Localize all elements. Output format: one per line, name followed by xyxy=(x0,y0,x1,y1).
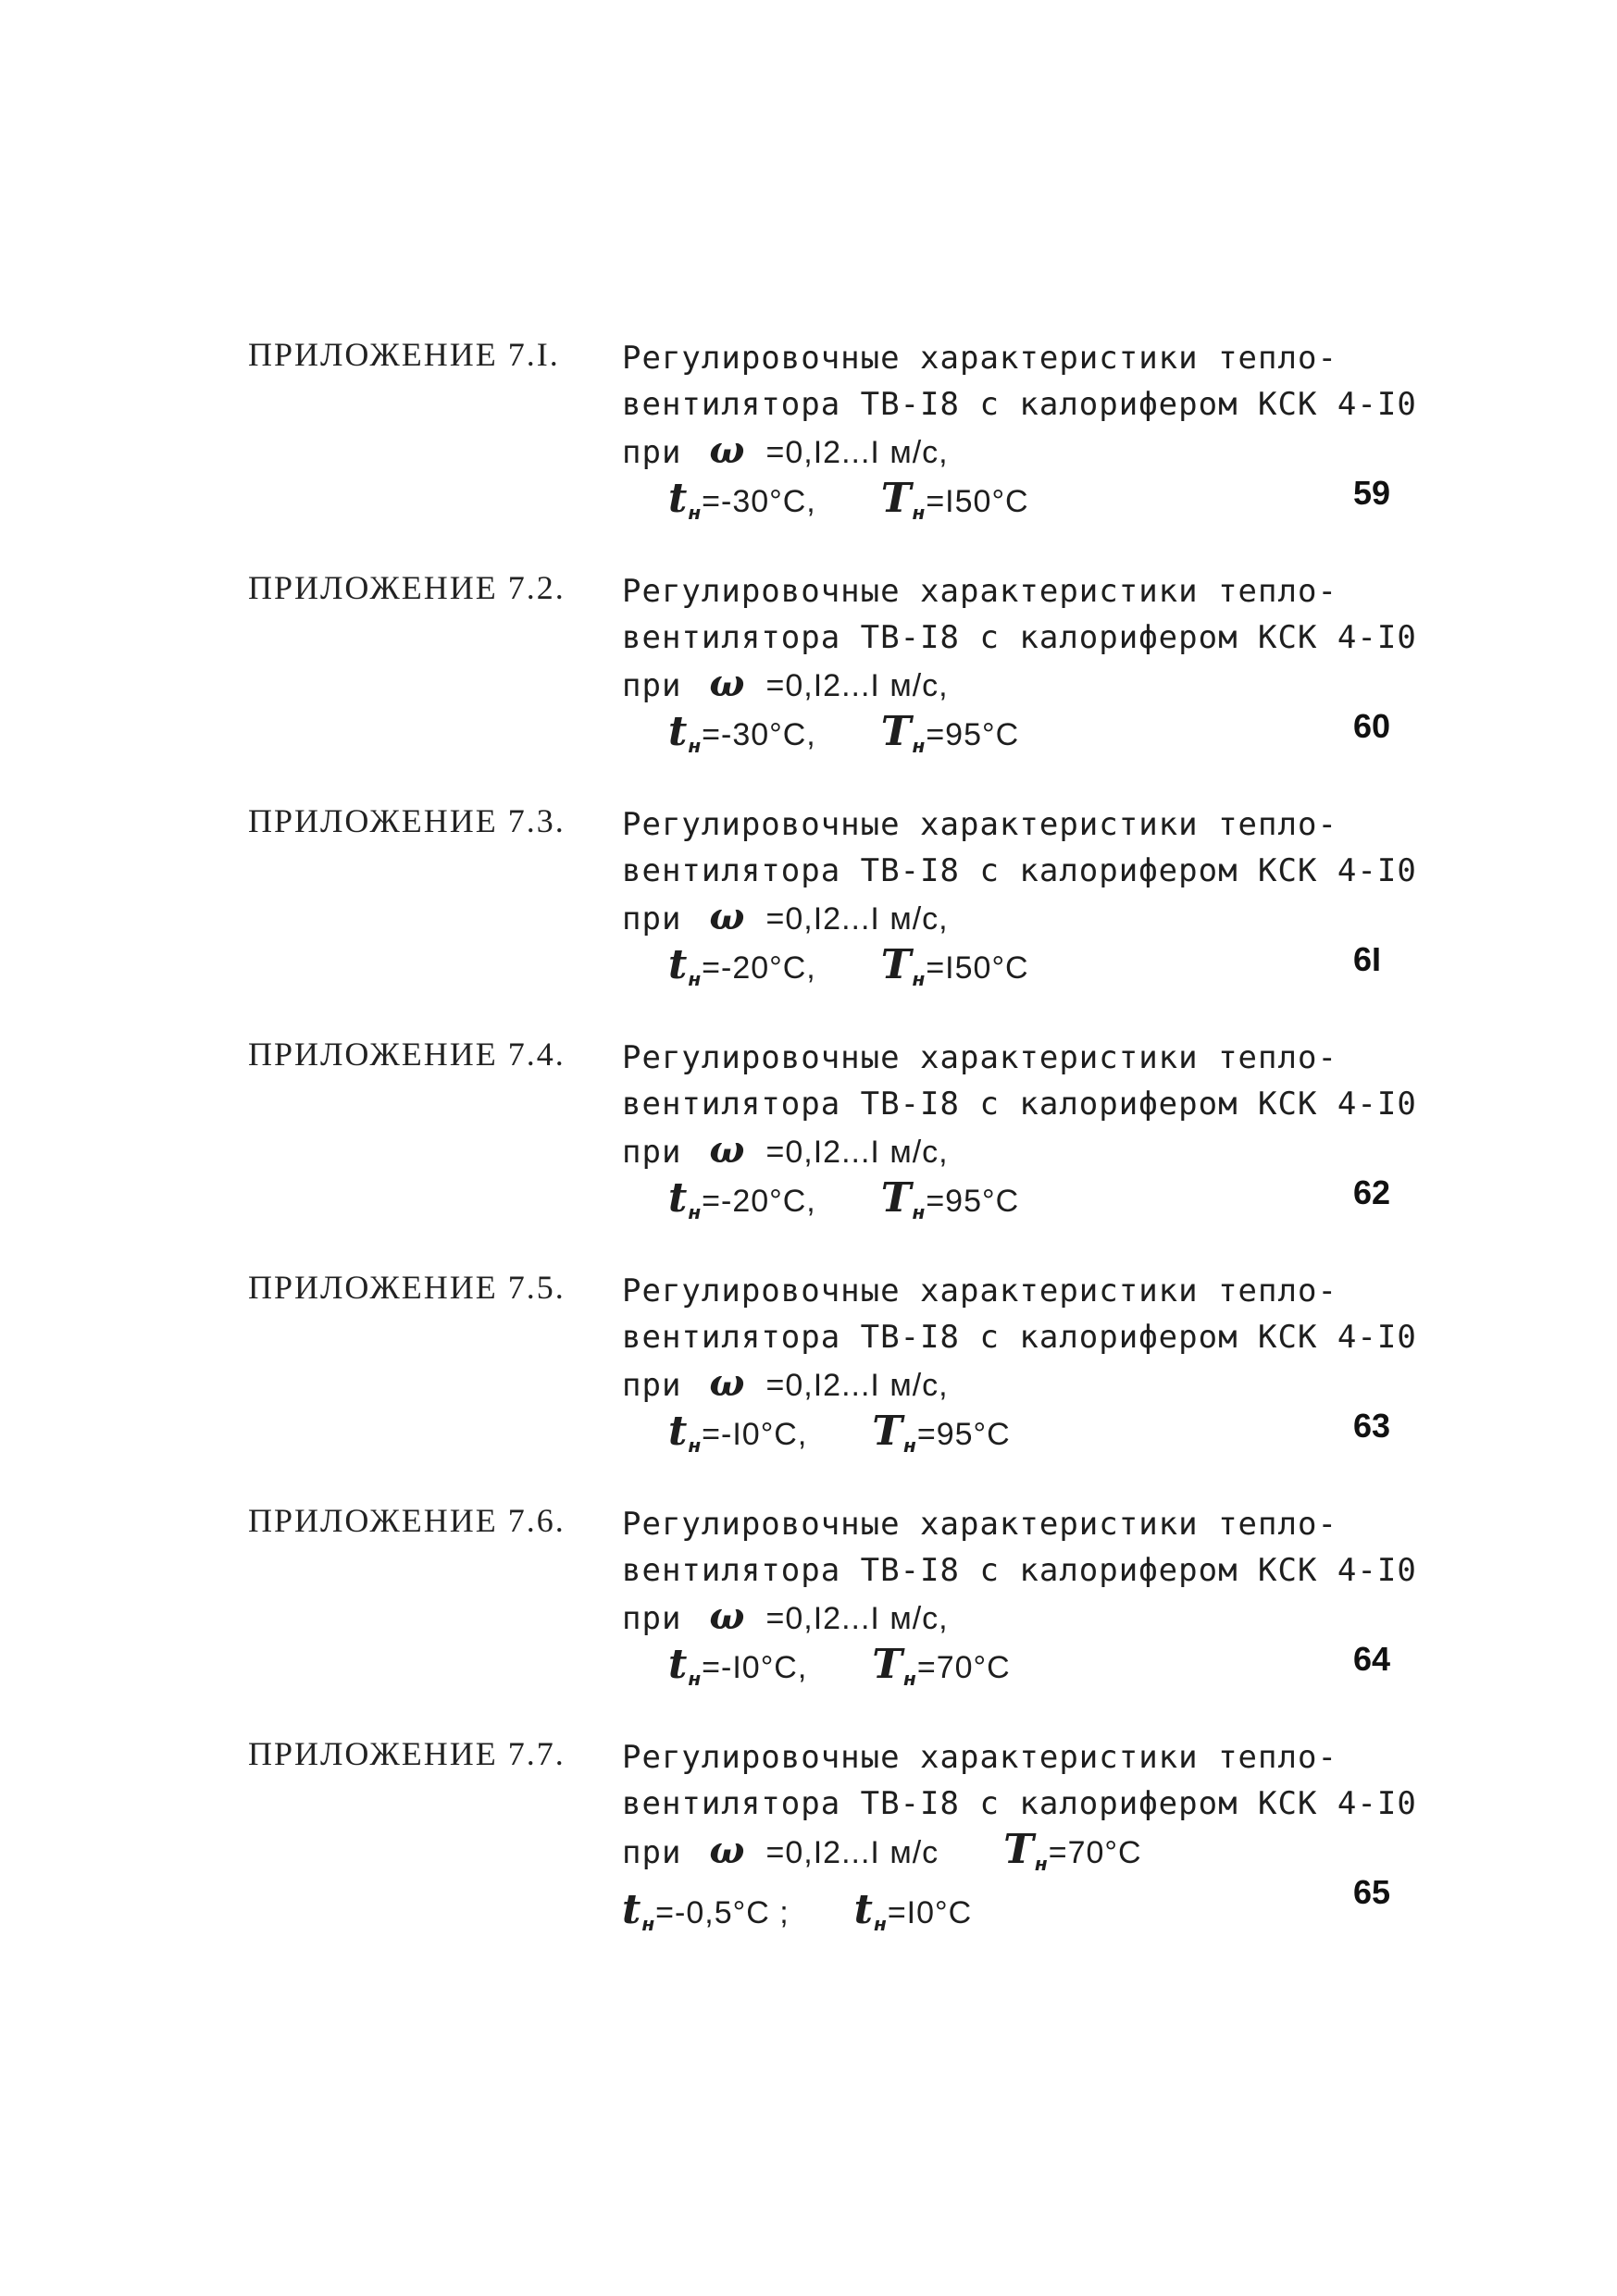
page-number: 64 xyxy=(1353,1640,1391,1678)
description-line: вентилятора ТВ-I8 с калорифером КСК 4-I0 xyxy=(622,619,1417,656)
omega-symbol: ω xyxy=(709,1128,746,1172)
omega-symbol: ω xyxy=(709,1361,746,1405)
parameters-line xyxy=(622,1827,1409,1887)
T-value: =95°С xyxy=(926,1184,1020,1219)
page-number: 59 xyxy=(1353,474,1391,512)
pri-word: при xyxy=(622,1834,682,1871)
t-symbol: t xyxy=(668,708,689,755)
appendix-label: ПРИЛОЖЕНИЕ 7.I. xyxy=(248,336,560,373)
t-value: =-30°С, xyxy=(702,484,816,519)
t-subscript: н xyxy=(688,1668,703,1690)
omega-symbol: ω xyxy=(709,662,746,705)
t2-symbol: t xyxy=(853,1886,874,1933)
T-symbol: T xyxy=(1003,1826,1035,1873)
T-value: =95°С xyxy=(926,717,1020,752)
description-line: вентилятора ТВ-I8 с калорифером КСК 4-I0 xyxy=(622,1319,1417,1356)
T-value: =I50°С xyxy=(926,950,1029,986)
page-number: 62 xyxy=(1353,1173,1391,1211)
page-number: 65 xyxy=(1353,1873,1391,1911)
pri-word: при xyxy=(622,1134,682,1171)
omega-value: =0,I2...I м/с, xyxy=(765,435,949,470)
description-line: вентилятора ТВ-I8 с калорифером КСК 4-I0 xyxy=(622,1785,1417,1822)
T-value: =70°С xyxy=(1048,1835,1142,1870)
pri-word: при xyxy=(622,1600,682,1637)
appendix-entry xyxy=(0,1501,1617,1714)
appendix-description xyxy=(622,1501,1417,1702)
temperatures-line xyxy=(622,1642,1409,1702)
pri-word: при xyxy=(622,900,682,937)
T-symbol: T xyxy=(880,708,913,755)
description-line: вентилятора ТВ-I8 с калорифером КСК 4-I0 xyxy=(622,386,1417,423)
description-line: Регулировочные характеристики тепло- xyxy=(622,1272,1337,1309)
description-line: вентилятора ТВ-I8 с калорифером КСК 4-I0 xyxy=(622,1552,1417,1589)
appendix-label: ПРИЛОЖЕНИЕ 7.7. xyxy=(248,1735,566,1772)
appendix-description xyxy=(622,335,1417,536)
t-value: =-I0°С, xyxy=(702,1417,808,1452)
description-line: Регулировочные характеристики тепло- xyxy=(622,1039,1337,1076)
T-symbol: T xyxy=(872,1641,904,1688)
appendix-description xyxy=(622,1035,1417,1235)
appendix-label: ПРИЛОЖЕНИЕ 7.2. xyxy=(248,569,566,606)
parameters-line xyxy=(622,1594,1409,1642)
description-line: Регулировочные характеристики тепло- xyxy=(622,340,1337,377)
T-subscript: н xyxy=(912,1201,927,1223)
t-subscript: н xyxy=(688,1201,703,1223)
omega-value: =0,I2...I м/с, xyxy=(765,1601,949,1636)
t-subscript: н xyxy=(641,1913,656,1935)
T-value: =70°С xyxy=(916,1650,1011,1685)
parameters-line xyxy=(622,428,1409,476)
description-line: Регулировочные характеристики тепло- xyxy=(622,1739,1337,1776)
T-subscript: н xyxy=(912,502,927,524)
parameters-line xyxy=(622,894,1409,942)
omega-symbol: ω xyxy=(709,895,746,938)
description-line: Регулировочные характеристики тепло- xyxy=(622,806,1337,843)
description-line: вентилятора ТВ-I8 с калорифером КСК 4-I0 xyxy=(622,1086,1417,1123)
T-subscript: н xyxy=(1034,1853,1049,1875)
t2-value: =I0°С xyxy=(887,1895,973,1930)
T-subscript: н xyxy=(903,1434,917,1457)
appendix-description xyxy=(622,1268,1417,1469)
page-number: 6I xyxy=(1353,940,1382,978)
appendix-description xyxy=(622,568,1417,769)
t-value: =-0,5°С ; xyxy=(655,1895,790,1930)
appendix-entry xyxy=(0,335,1617,548)
t2-subscript: н xyxy=(873,1913,888,1935)
description-line: вентилятора ТВ-I8 с калорифером КСК 4-I0 xyxy=(622,852,1417,889)
parameters-line xyxy=(622,1127,1409,1175)
temperatures-line xyxy=(622,709,1409,769)
t-value: =-I0°С, xyxy=(702,1650,808,1685)
t-symbol: t xyxy=(668,941,689,988)
T-subscript: н xyxy=(912,735,927,757)
appendix-description xyxy=(622,1734,1417,1947)
appendix-entry xyxy=(0,1734,1617,1947)
appendix-description xyxy=(622,801,1417,1002)
pri-word: при xyxy=(622,667,682,704)
T-symbol: T xyxy=(880,1174,913,1222)
omega-symbol: ω xyxy=(709,1595,746,1638)
description-line: Регулировочные характеристики тепло- xyxy=(622,573,1337,610)
temperatures-line xyxy=(622,1887,1409,1947)
T-symbol: T xyxy=(880,941,913,988)
T-symbol: T xyxy=(872,1408,904,1455)
appendix-label: ПРИЛОЖЕНИЕ 7.4. xyxy=(248,1036,566,1073)
T-value: =95°С xyxy=(916,1417,1011,1452)
omega-symbol: ω xyxy=(709,428,746,472)
T-subscript: н xyxy=(903,1668,917,1690)
t-symbol: t xyxy=(668,1408,689,1455)
appendix-label: ПРИЛОЖЕНИЕ 7.3. xyxy=(248,802,566,839)
t-subscript: н xyxy=(688,735,703,757)
omega-value: =0,I2...I м/с, xyxy=(765,668,949,703)
t-symbol: t xyxy=(668,1174,689,1222)
appendix-entry xyxy=(0,1268,1617,1481)
t-value: =-30°С, xyxy=(702,717,816,752)
t-subscript: н xyxy=(688,1434,703,1457)
t-subscript: н xyxy=(688,502,703,524)
temperatures-line xyxy=(622,476,1409,536)
appendix-entry xyxy=(0,801,1617,1014)
appendix-entry xyxy=(0,568,1617,781)
description-line: Регулировочные характеристики тепло- xyxy=(622,1506,1337,1543)
temperatures-line xyxy=(622,1175,1409,1235)
t-symbol: t xyxy=(668,1641,689,1688)
omega-value: =0,I2...I м/с, xyxy=(765,1368,949,1403)
temperatures-line xyxy=(622,1409,1409,1469)
omega-value: =0,I2...I м/с, xyxy=(765,901,949,937)
omega-value: =0,I2...I м/с xyxy=(765,1835,939,1870)
omega-value: =0,I2...I м/с, xyxy=(765,1135,949,1170)
appendix-entry xyxy=(0,1035,1617,1247)
temperatures-line xyxy=(622,942,1409,1002)
T-subscript: н xyxy=(912,968,927,990)
t-symbol: t xyxy=(622,1886,642,1933)
T-symbol: T xyxy=(880,475,913,522)
page-number: 63 xyxy=(1353,1407,1391,1445)
parameters-line xyxy=(622,661,1409,709)
t-value: =-20°С, xyxy=(702,1184,816,1219)
page-number: 60 xyxy=(1353,707,1391,745)
parameters-line xyxy=(622,1360,1409,1409)
omega-symbol: ω xyxy=(709,1829,746,1872)
pri-word: при xyxy=(622,434,682,471)
t-symbol: t xyxy=(668,475,689,522)
appendix-label: ПРИЛОЖЕНИЕ 7.6. xyxy=(248,1502,566,1539)
T-value: =I50°С xyxy=(926,484,1029,519)
t-value: =-20°С, xyxy=(702,950,816,986)
pri-word: при xyxy=(622,1367,682,1404)
appendix-label: ПРИЛОЖЕНИЕ 7.5. xyxy=(248,1269,566,1306)
t-subscript: н xyxy=(688,968,703,990)
